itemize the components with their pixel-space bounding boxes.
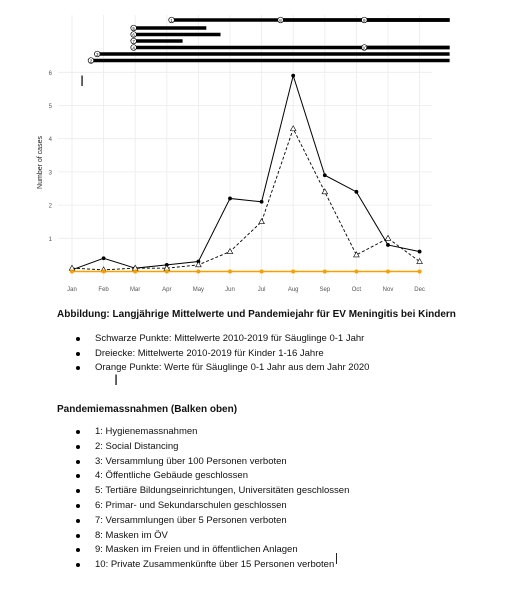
bullet-icon: [76, 430, 80, 434]
legend-list: [76, 332, 369, 376]
x-tick-label: Jun: [225, 287, 235, 293]
figure-caption: Abbildung: Langjährige Mittelwerte und Pandemiejahr für EV Meningitis bei Kindern: [57, 309, 456, 320]
measure-bar-label: 10: [361, 45, 367, 51]
measure-item-text: 3: Versammlung über 100 Personen verboten: [95, 455, 287, 467]
data-point: [291, 270, 295, 274]
y-axis-label: Number of cases: [37, 136, 44, 189]
data-point: [260, 270, 264, 274]
measure-item-text: 6: Primar- und Sekundarschulen geschlossen: [95, 499, 287, 511]
data-point: [418, 270, 422, 274]
data-point: [165, 270, 169, 274]
measure-bar-label: 6: [132, 32, 135, 38]
y-tick-label: 1: [48, 236, 52, 243]
data-point: [102, 270, 106, 274]
data-point: [133, 270, 137, 274]
measure-bar-label: 3: [96, 51, 99, 57]
measures-heading: Pandemiemassnahmen (Balken oben): [57, 404, 238, 415]
measure-item-text: 4: Öffentliche Gebäude geschlossen: [95, 470, 248, 482]
data-point: [70, 270, 74, 274]
x-tick-label: Oct: [351, 287, 362, 293]
legend-item-text: Schwarze Punkte: Mittelwerte 2010-2019 für Säuglinge 0-1 Jahr: [95, 333, 365, 344]
y-tick-label: 4: [48, 137, 52, 144]
data-point: [323, 270, 327, 274]
bullet-icon: [76, 337, 80, 341]
x-tick-label: Nov: [382, 287, 394, 293]
x-tick-label: Jan: [67, 287, 77, 293]
data-point: [228, 270, 232, 274]
bullet-icon: [76, 519, 80, 523]
y-tick-label: 3: [48, 170, 52, 177]
measure-item: [76, 514, 349, 529]
legend-item-text: Dreiecke: Mittelwerte 2010-2019 für Kinder 1-16 Jahre: [95, 347, 324, 359]
bullet-icon: [76, 548, 80, 552]
measure-item: [76, 484, 349, 499]
legend-item: [76, 332, 369, 347]
data-point: [196, 270, 200, 274]
measure-item: [76, 425, 349, 440]
legend-item: [76, 361, 369, 376]
bullet-icon: [76, 445, 80, 449]
data-point: [228, 197, 232, 201]
measure-item: [76, 558, 349, 573]
text-cursor-icon: I: [80, 74, 85, 90]
measures-list: [76, 425, 349, 573]
x-tick-label: Aug: [287, 287, 299, 293]
legend-item-text: Orange Punkte: Werte für Säuglinge 0-1 Jahr aus dem Jahr 2020: [95, 362, 370, 373]
measure-item-text: 2: Social Distancing: [95, 440, 179, 452]
measure-item-text: 5: Tertiäre Bildungseinrichtungen, Universitäten geschlossen: [95, 485, 350, 497]
x-tick-label: Mar: [130, 287, 141, 293]
measure-item-text: 7: Versammlungen über 5 Personen verboten: [95, 514, 287, 526]
y-tick-label: 6: [48, 70, 52, 77]
y-tick-label: 2: [48, 203, 52, 210]
data-point: [355, 190, 359, 194]
x-tick-label: Sep: [319, 287, 331, 293]
measure-item: [76, 469, 349, 484]
x-tick-label: Dec: [414, 287, 425, 293]
measure-item-text: 1: Hygienemassnahmen: [95, 426, 198, 437]
measure-item: [76, 455, 349, 470]
bullet-icon: [76, 489, 80, 493]
data-point: [418, 250, 422, 254]
bullet-icon: [76, 474, 80, 478]
bullet-icon: [76, 534, 80, 538]
measure-bar-label: 2: [89, 58, 93, 64]
y-tick-label: 5: [48, 104, 52, 110]
measure-bar-label: 7: [132, 38, 135, 44]
measure-item: [76, 440, 349, 455]
text-caret: [336, 553, 337, 564]
text-cursor-icon: I: [114, 373, 119, 389]
measure-item-text: 8: Masken im ÖV: [95, 529, 168, 541]
data-point: [386, 243, 390, 247]
data-point: [102, 256, 106, 260]
data-point: [291, 74, 295, 78]
data-point: [386, 270, 390, 274]
measure-bar-label: 4: [132, 45, 135, 51]
data-point: [260, 200, 264, 204]
x-tick-label: May: [192, 287, 205, 293]
x-tick-label: Feb: [98, 287, 109, 293]
data-point: [323, 173, 327, 177]
bullet-icon: [76, 563, 80, 567]
bullet-icon: [76, 504, 80, 508]
measure-item: [76, 499, 349, 514]
measure-item: [76, 543, 349, 558]
measure-item-text: 10: Private Zusammenkünfte über 15 Personen verboten: [95, 559, 335, 571]
measure-item-text: 9: Masken im Freien und in öffentlichen Anlagen: [95, 544, 298, 556]
bullet-icon: [76, 366, 80, 370]
bullet-icon: [76, 460, 80, 464]
x-tick-label: Jul: [257, 287, 266, 293]
legend-item: [76, 347, 369, 362]
measure-bar-label: 5: [132, 25, 135, 31]
data-point: [354, 270, 358, 274]
x-tick-label: Apr: [162, 287, 172, 293]
measure-item: [76, 529, 349, 544]
measure-bar-label: 9: [363, 17, 366, 23]
bullet-icon: [76, 352, 80, 356]
measure-bar-label: 1: [170, 17, 173, 23]
measure-bar-label: 8: [279, 17, 282, 23]
